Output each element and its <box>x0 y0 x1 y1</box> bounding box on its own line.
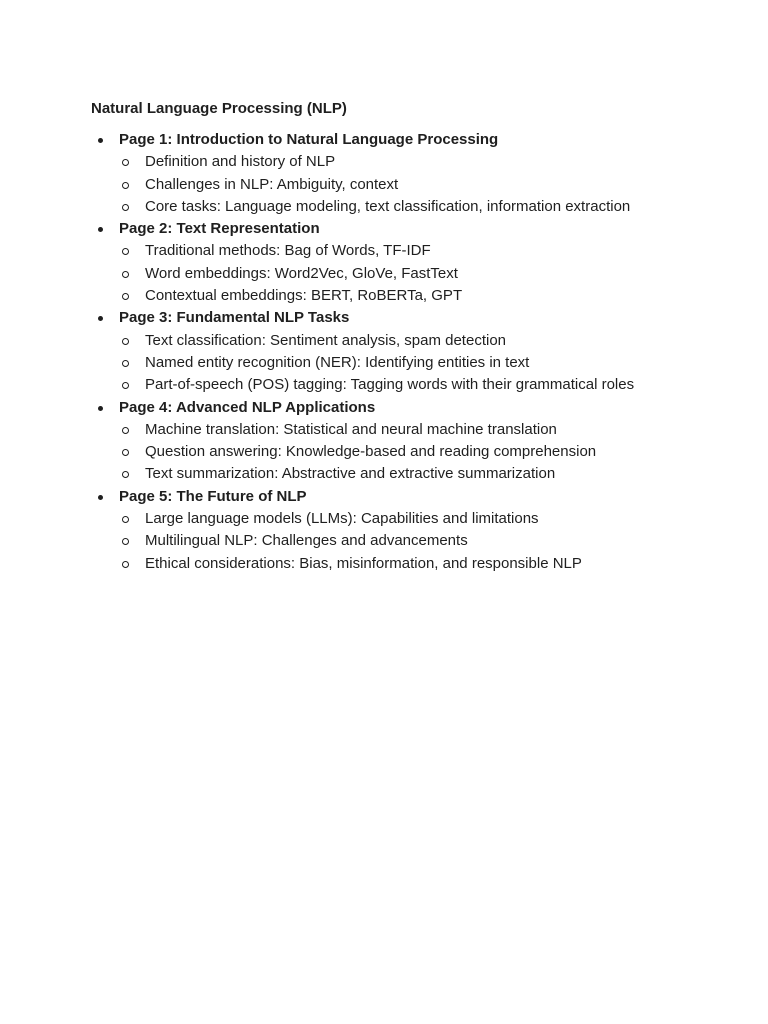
outline-section <box>0 307 634 396</box>
list-item <box>0 330 634 352</box>
bullet-circle-icon <box>122 293 129 300</box>
list-item-text: Challenges in NLP: Ambiguity, context <box>145 175 399 193</box>
outline-section <box>0 486 634 575</box>
section-heading <box>0 129 634 151</box>
list-item <box>0 151 634 173</box>
list-item-text: Machine translation: Statistical and neural machine translation <box>145 420 557 438</box>
list-item <box>0 508 634 530</box>
bullet-circle-icon <box>122 561 129 568</box>
sub-list <box>0 419 634 486</box>
bullet-circle-icon <box>122 360 129 367</box>
sub-list <box>0 151 634 218</box>
bullet-dot-icon <box>98 406 103 411</box>
outline-section <box>0 218 634 307</box>
list-item-text: Question answering: Knowledge-based and reading comprehension <box>145 443 597 461</box>
list-item <box>0 196 634 218</box>
list-item <box>0 285 634 307</box>
bullet-circle-icon <box>122 159 129 166</box>
bullet-circle-icon <box>122 271 129 278</box>
list-item-text: Large language models (LLMs): Capabilities and limitations <box>145 510 539 528</box>
bullet-circle-icon <box>122 538 129 545</box>
list-item <box>0 553 634 575</box>
bullet-circle-icon <box>122 204 129 211</box>
section-heading-text: Page 4: Advanced NLP Applications <box>119 398 376 416</box>
list-item <box>0 174 634 196</box>
sub-list <box>0 240 634 307</box>
list-item-text: Text classification: Sentiment analysis, spam detection <box>145 331 507 349</box>
bullet-dot-icon <box>98 316 103 321</box>
outline-section <box>0 129 634 218</box>
section-heading-text: Page 3: Fundamental NLP Tasks <box>119 309 350 327</box>
section-heading <box>0 397 634 419</box>
bullet-circle-icon <box>122 427 129 434</box>
bullet-circle-icon <box>122 338 129 345</box>
outline-list <box>0 129 634 575</box>
list-item <box>0 419 634 441</box>
bullet-circle-icon <box>122 471 129 478</box>
list-item-text: Contextual embeddings: BERT, RoBERTa, GPT <box>145 287 463 305</box>
bullet-circle-icon <box>122 248 129 255</box>
section-heading-text: Page 1: Introduction to Natural Language Processing <box>119 131 499 148</box>
sub-list <box>0 330 634 397</box>
sub-list <box>0 508 634 575</box>
section-heading-text: Page 5: The Future of NLP <box>119 487 307 505</box>
list-item <box>0 374 634 396</box>
list-item-text: Traditional methods: Bag of Words, TF-IDF <box>145 242 431 260</box>
list-item <box>0 352 634 374</box>
section-heading <box>0 486 634 508</box>
list-item-text: Part-of-speech (POS) tagging: Tagging words with their grammatical roles <box>145 376 635 394</box>
bullet-circle-icon <box>122 449 129 456</box>
list-item-text: Ethical considerations: Bias, misinformation, and responsible NLP <box>145 554 582 572</box>
section-heading <box>0 307 634 329</box>
bullet-circle-icon <box>122 182 129 189</box>
bullet-dot-icon <box>98 495 103 500</box>
list-item-text: Core tasks: Language modeling, text classification, information extraction <box>145 197 631 215</box>
section-heading <box>0 218 634 240</box>
list-item-text: Word embeddings: Word2Vec, GloVe, FastText <box>145 264 458 282</box>
list-item <box>0 463 634 485</box>
bullet-circle-icon <box>122 516 129 523</box>
list-item-text: Definition and history of NLP <box>145 153 336 171</box>
list-item-text: Named entity recognition (NER): Identifying entities in text <box>145 353 530 371</box>
section-heading-text: Page 2: Text Representation <box>119 220 320 238</box>
bullet-dot-icon <box>98 138 103 143</box>
list-item-text: Multilingual NLP: Challenges and advancements <box>145 532 468 550</box>
document-title: Natural Language Processing (NLP) <box>91 100 347 117</box>
list-item-text: Text summarization: Abstractive and extractive summarization <box>145 465 556 483</box>
list-item <box>0 263 634 285</box>
list-item <box>0 441 634 463</box>
list-item <box>0 240 634 262</box>
outline-section <box>0 397 634 486</box>
list-item <box>0 530 634 552</box>
bullet-dot-icon <box>98 227 103 232</box>
bullet-circle-icon <box>122 382 129 389</box>
